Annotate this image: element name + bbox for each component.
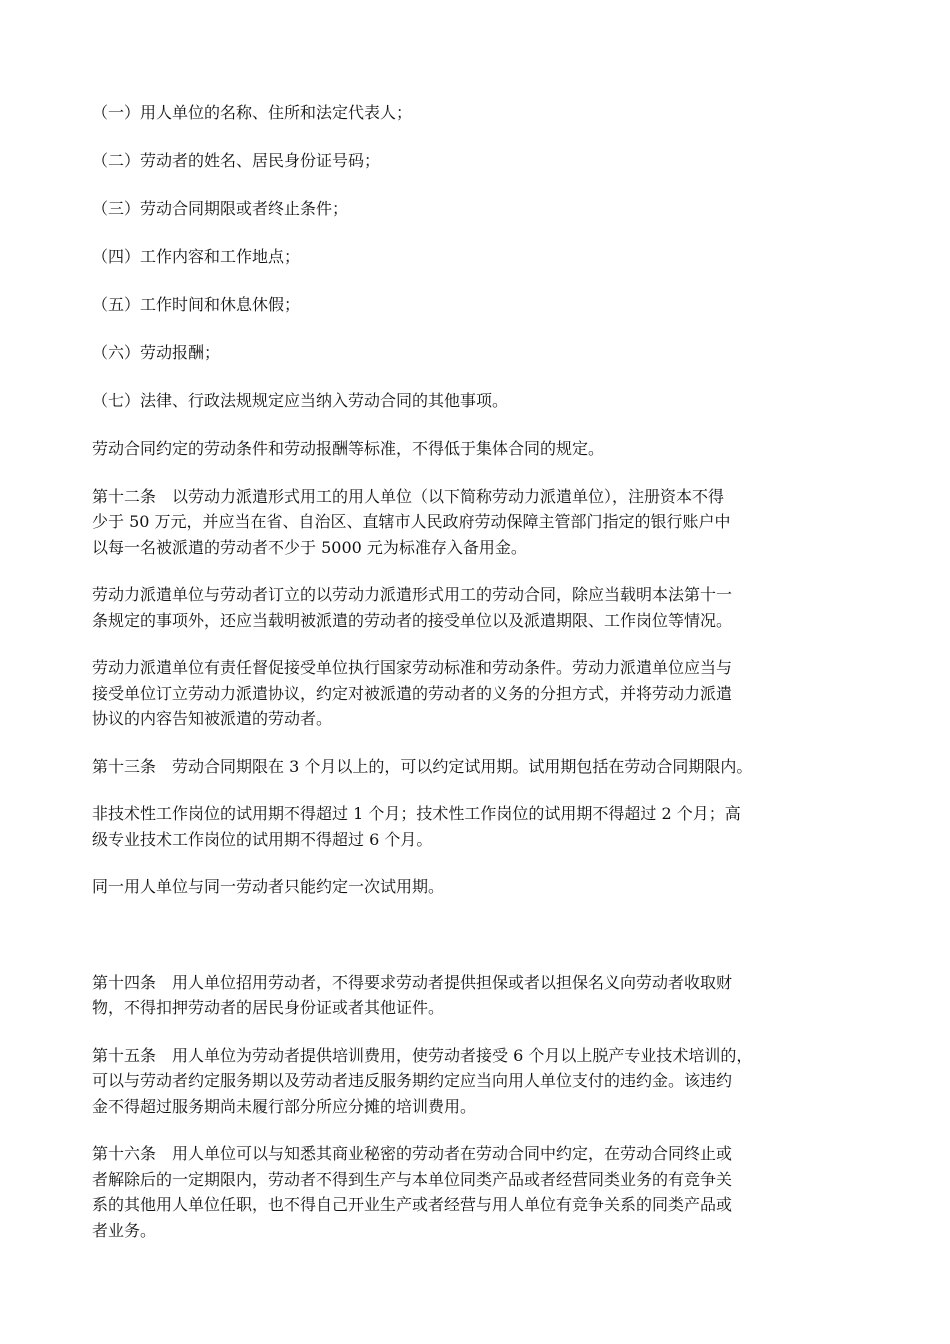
text-line: 者解除后的一定期限内，劳动者不得到生产与本单位同类产品或者经营同类业务的有竞争关 — [92, 1169, 733, 1189]
text-line: 劳动力派遣单位有责任督促接受单位执行国家劳动标准和劳动条件。劳动力派遣单位应当与 — [92, 658, 733, 677]
text-line: 同一用人单位与同一劳动者只能约定一次试用期。 — [92, 877, 445, 896]
paragraph-dispatch-duty — [92, 655, 872, 732]
list-item-2: （二）劳动者的姓名、居民身份证号码； — [92, 151, 381, 170]
text-line: 者业务。 — [92, 1220, 157, 1240]
paragraph-article-16 — [92, 1141, 872, 1243]
text-line: 第十六条 用人单位可以与知悉其商业秘密的劳动者在劳动合同中约定，在劳动合同终止或 — [92, 1144, 733, 1163]
paragraph-probation-once — [92, 874, 872, 900]
text-line: 系的其他用人单位任职，也不得自己开业生产或者经营与用人单位有竞争关系的同类产品或 — [92, 1195, 733, 1214]
text-line: 物，不得扣押劳动者的居民身份证或者其他证件。 — [92, 998, 445, 1017]
list-item-4: （四）工作内容和工作地点； — [92, 247, 301, 266]
text-line: 协议的内容告知被派遣的劳动者。 — [92, 709, 333, 728]
text-line: 接受单位订立劳动力派遣协议，约定对被派遣的劳动者的义务的分担方式，并将劳动力派遣 — [92, 683, 733, 703]
text-line: 以每一名被派遣的劳动者不少于 5000 元为标准存入备用金。 — [92, 537, 527, 557]
paragraph-dispatch-contract — [92, 582, 872, 633]
list-item-1: （一）用人单位的名称、住所和法定代表人； — [92, 103, 413, 122]
paragraph-probation-limits — [92, 801, 872, 852]
text-line: 劳动力派遣单位与劳动者订立的以劳动力派遣形式用工的劳动合同，除应当载明本法第十一 — [92, 585, 733, 604]
text-line: 条规定的事项外，还应当载明被派遣的劳动者的接受单位以及派遣期限、工作岗位等情况。 — [92, 610, 733, 630]
text-line: 金不得超过服务期尚未履行部分所应分摊的培训费用。 — [92, 1096, 477, 1116]
paragraph-labor-standards — [92, 436, 872, 462]
list-item-6: （六）劳动报酬； — [92, 343, 221, 362]
contract-items-list — [92, 100, 872, 413]
document-page — [92, 100, 872, 1243]
paragraph-article-13 — [92, 754, 872, 780]
list-item-7: （七）法律、行政法规规定应当纳入劳动合同的其他事项。 — [92, 391, 509, 410]
text-line: 级专业技术工作岗位的试用期不得超过 6 个月。 — [92, 829, 433, 849]
text-line: 少于 50 万元，并应当在省、自治区、直辖市人民政府劳动保障主管部门指定的银行账户中 — [92, 512, 731, 531]
list-item-5: （五）工作时间和休息休假； — [92, 295, 301, 314]
text-line: 第十二条 以劳动力派遣形式用工的用人单位（以下简称劳动力派遣单位），注册资本不得 — [92, 486, 725, 506]
text-line: 劳动合同约定的劳动条件和劳动报酬等标准，不得低于集体合同的规定。 — [92, 439, 605, 458]
list-item-3: （三）劳动合同期限或者终止条件； — [92, 199, 349, 218]
text-line: 非技术性工作岗位的试用期不得超过 1 个月；技术性工作岗位的试用期不得超过 2 个月；高 — [92, 804, 741, 823]
text-line: 第十五条 用人单位为劳动者提供培训费用，使劳动者接受 6 个月以上脱产专业技术培训的， — [92, 1045, 753, 1065]
text-line: 可以与劳动者约定服务期以及劳动者违反服务期约定应当向用人单位支付的违约金。该违约 — [92, 1071, 733, 1090]
text-line: 第十四条 用人单位招用劳动者，不得要求劳动者提供担保或者以担保名义向劳动者收取财 — [92, 972, 733, 992]
paragraph-article-14 — [92, 970, 872, 1021]
paragraph-article-12 — [92, 484, 872, 561]
paragraph-article-15 — [92, 1043, 872, 1120]
text-line: 第十三条 劳动合同期限在 3 个月以上的，可以约定试用期。试用期包括在劳动合同期限内。 — [92, 756, 753, 776]
